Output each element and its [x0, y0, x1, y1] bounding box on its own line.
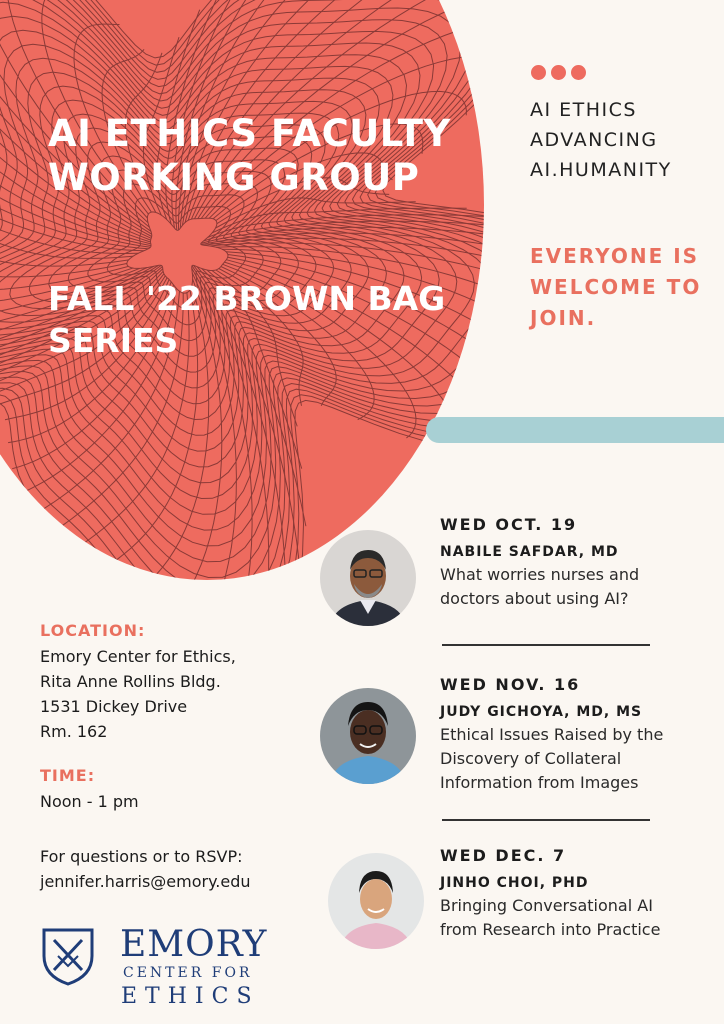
time-value: [40, 789, 139, 814]
address-line: Rm. 162: [40, 722, 108, 741]
tagline-line: ADVANCING: [530, 129, 658, 151]
event-divider: [442, 644, 650, 646]
tagline-line: AI ETHICS: [530, 99, 637, 121]
event-date: WED NOV. 16: [440, 675, 581, 694]
speaker-avatar: [320, 530, 416, 626]
tagline-line: AI.HUMANITY: [530, 159, 672, 181]
event-speaker: JUDY GICHOYA, MD, MS: [440, 704, 643, 720]
speaker-avatar: [328, 853, 424, 949]
location-label: LOCATION:: [40, 621, 146, 640]
dot-icon: [551, 65, 566, 80]
decorative-bar: [426, 417, 724, 443]
dot-icon: [531, 65, 546, 80]
brand-subline: CENTER FOR: [123, 965, 253, 981]
welcome-line: JOIN.: [530, 306, 597, 330]
page-title: AI ETHICS FACULTY WORKING GROUP: [48, 112, 451, 199]
dot-icon: [571, 65, 586, 80]
welcome-line: EVERYONE IS: [530, 244, 700, 268]
tagline: [530, 95, 672, 185]
welcome-message: [530, 241, 701, 334]
decorative-dots: [531, 65, 586, 80]
event-topic-line: Bringing Conversational AI: [440, 896, 653, 915]
address-line: Rita Anne Rollins Bldg.: [40, 672, 221, 691]
event-speaker: JINHO CHOI, PHD: [440, 875, 589, 891]
event-topic-line: from Research into Practice: [440, 920, 661, 939]
contact-prompt: For questions or to RSVP:: [40, 847, 243, 866]
event-topic: [440, 723, 710, 795]
event-entry: [440, 514, 710, 611]
series-subtitle: FALL '22 BROWN BAG SERIES: [48, 279, 446, 360]
event-topic-line: Information from Images: [440, 773, 639, 792]
speaker-avatar: [320, 688, 416, 784]
event-date: WED DEC. 7: [440, 846, 567, 865]
event-speaker: NABILE SAFDAR, MD: [440, 544, 619, 560]
event-topic-line: doctors about using AI?: [440, 589, 629, 608]
time-text: Noon - 1 pm: [40, 792, 139, 811]
event-topic: [440, 894, 710, 942]
event-topic: [440, 563, 710, 611]
location-address: [40, 644, 236, 744]
event-divider: [442, 819, 650, 821]
event-topic-line: Discovery of Collateral: [440, 749, 622, 768]
address-line: 1531 Dickey Drive: [40, 697, 188, 716]
address-line: Emory Center for Ethics,: [40, 647, 236, 666]
brand-subline: ETHICS: [121, 984, 260, 1009]
event-topic-line: Ethical Issues Raised by the: [440, 725, 664, 744]
time-label: TIME:: [40, 766, 96, 785]
emory-shield-icon: [40, 926, 96, 986]
contact-email-link[interactable]: jennifer.harris@emory.edu: [40, 872, 251, 891]
contact-info: [40, 844, 251, 894]
event-date: WED OCT. 19: [440, 515, 578, 534]
event-entry: [440, 674, 710, 795]
event-topic-line: What worries nurses and: [440, 565, 640, 584]
welcome-line: WELCOME TO: [530, 275, 702, 299]
event-entry: [440, 845, 710, 942]
brand-name: EMORY: [120, 924, 268, 965]
